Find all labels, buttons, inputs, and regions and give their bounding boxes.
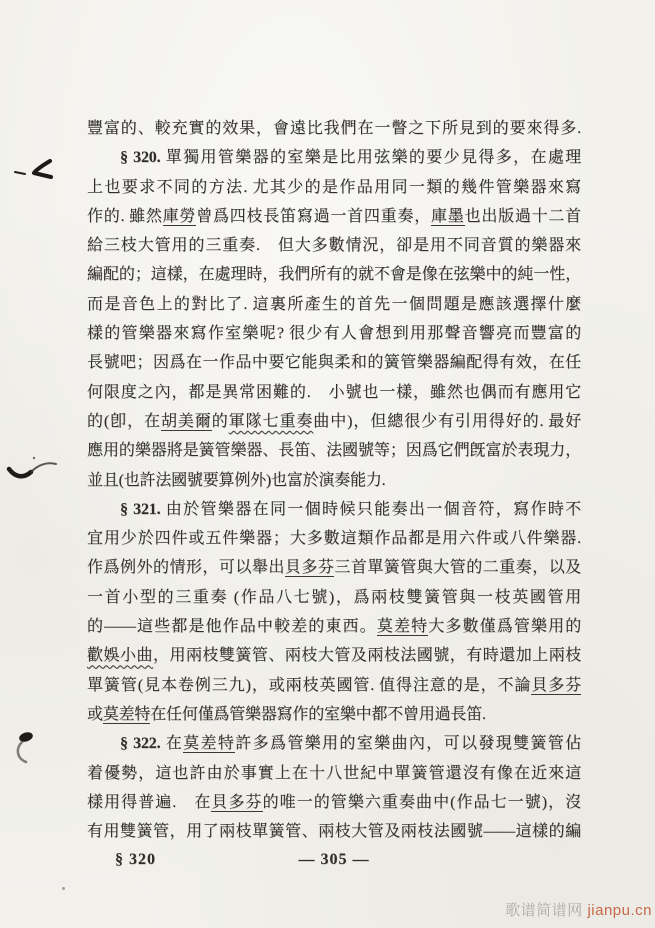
text-line [87,378,581,407]
underlined-proper-name: 莫差特 [376,618,429,636]
text-segment: 何限度之內，都是異常困難的. 小號也一樣，雖然也偶而有應用它 [87,383,581,401]
underlined-proper-name: 貝多芬 [211,793,263,811]
text-segment: 豐富的、較充實的效果，會遠比我們在一瞥之下所見到的要來得多. [87,120,581,137]
text-line [87,466,581,495]
ink-mark-curl-icon [13,729,45,773]
underlined-proper-name: 庫墨 [431,207,465,225]
text-block [87,114,581,846]
wavy-underlined-title: 歡娛小曲 [87,647,153,665]
text-line [87,612,581,641]
text-segment: 作爲例外的情形，可以舉出 [87,559,285,577]
text-segment: 單簧管(見本卷例三九)，或兩枝英國管. 值得注意的是，不論 [87,676,532,694]
text-line [87,114,581,143]
text-segment: 而是音色上的對比了. 這裏所產生的首先一個問題是應該選擇什麼 [87,295,581,313]
footer-page-number: — 305 — [298,851,370,868]
wavy-underlined-title: 軍隊七重奏 [228,412,314,430]
text-line [87,553,581,582]
text-segment: 的唯一的管樂六重奏曲中(作品七一號)，沒 [262,793,581,811]
text-segment: 作的. 雖然 [87,207,163,225]
text-segment: 單獨用管樂器的室樂是比用弦樂的要少見得多，在處理 [160,149,581,167]
text-segment: 由於管樂器在同一個時候只能奏出一個音符，寫作時不 [160,500,581,518]
text-line [87,524,581,553]
watermark-site-name: 歌谱简谱网 [505,902,588,919]
text-line [87,407,581,436]
text-segment: 宜用少於四件或五件樂器；大多數這類作品都是用六件或八件樂器. [87,530,581,548]
text-line [87,173,581,202]
text-segment: 樣的管樂器來寫作室樂呢? 很少有人會想到用那聲音響亮而豐富的 [87,325,581,343]
text-line [87,759,581,788]
text-segment: ，用兩枝雙簧管、兩枝大管及兩枝法國號，有時還加上兩枝 [152,647,581,665]
footer-section-ref: § 320 [115,851,156,868]
text-line [87,319,581,348]
text-line [87,788,581,817]
watermark-domain: jianpu.cn [587,902,652,919]
text-segment: 長號吧；因爲在一作品中要它能與柔和的簧管樂器編配得有效，在任 [87,354,581,372]
text-segment: 一首小型的三重奏 (作品八七號)，爲兩枝雙簧管與一枝英國管用 [87,588,581,606]
text-segment: 應用的樂器將是簧管樂器、長笛、法國號等；因爲它們旣富於表現力， [87,442,581,460]
text-segment: 着優勢，這也許由於事實上在十八世紀中單簧管還沒有像在近來這 [87,764,581,782]
text-line [87,231,581,260]
text-segment: 樣用得普遍. 在 [87,793,212,811]
text-segment: 給三枝大管用的三重奏. 但大多數情況，卻是用不同音質的樂器來 [87,237,581,255]
paper-speck [62,887,65,890]
ink-mark-arrow-icon [13,157,55,193]
underlined-proper-name: 莫差特 [183,735,236,753]
text-line [87,729,581,758]
text-segment: 曾爲四枝長笛寫過一首四重奏， [196,207,431,225]
text-segment: 上也要求不同的方法. 尤其少的是作品用同一類的幾件管樂器來寫 [87,178,581,196]
text-line [87,583,581,612]
text-segment: 在任何僅爲管樂器寫作的室樂中都不曾用過長笛. [150,705,486,723]
text-segment: 也出版過十二首 [464,207,581,225]
text-segment: 三首單簧管與大管的二重奏，以及 [334,559,581,577]
text-line [87,260,581,289]
text-line [87,202,581,231]
text-segment: 大多數僅爲管樂用的 [428,618,581,636]
text-line [87,671,581,700]
text-segment: 或 [87,705,103,723]
underlined-proper-name: 莫差特 [102,705,151,723]
text-line [87,817,581,846]
text-segment: 曲中)，但總很少有引用得好的. 最好 [313,412,581,430]
text-segment: 編配的；這樣，在處理時，我們所有的就不會是像在弦樂中的純一性， [87,266,581,284]
text-line [87,290,581,319]
text-line [87,436,581,465]
ink-mark-swoosh-icon [6,455,60,483]
text-line [87,495,581,524]
text-line [87,348,581,377]
section-number: § 322. [120,735,161,753]
watermark [505,899,652,920]
text-segment: 有用雙簧管，用了兩枝單簧管、兩枝大管及兩枝法國號——這樣的編 [87,823,581,841]
section-number: § 320. [120,149,161,167]
section-number: § 321. [120,500,161,518]
text-line [87,641,581,670]
text-segment: 的(卽，在 [87,412,161,430]
text-line [87,700,581,729]
page-footer [87,851,581,873]
text-segment: 在 [160,735,184,753]
underlined-proper-name: 胡美爾 [160,412,212,430]
underlined-proper-name: 庫勞 [162,207,197,225]
underlined-proper-name: 貝多芬 [284,559,335,577]
text-line [87,143,581,172]
text-segment: 的——這些都是他作品中較差的東西。 [87,618,377,636]
underlined-proper-name: 貝多芬 [531,676,581,694]
text-segment: 的 [211,412,229,430]
text-segment: 並且(也許法國號要算例外)也富於演奏能力. [87,471,386,489]
text-segment: 許多爲管樂用的室樂曲內，可以發現雙簧管佔 [235,735,581,753]
